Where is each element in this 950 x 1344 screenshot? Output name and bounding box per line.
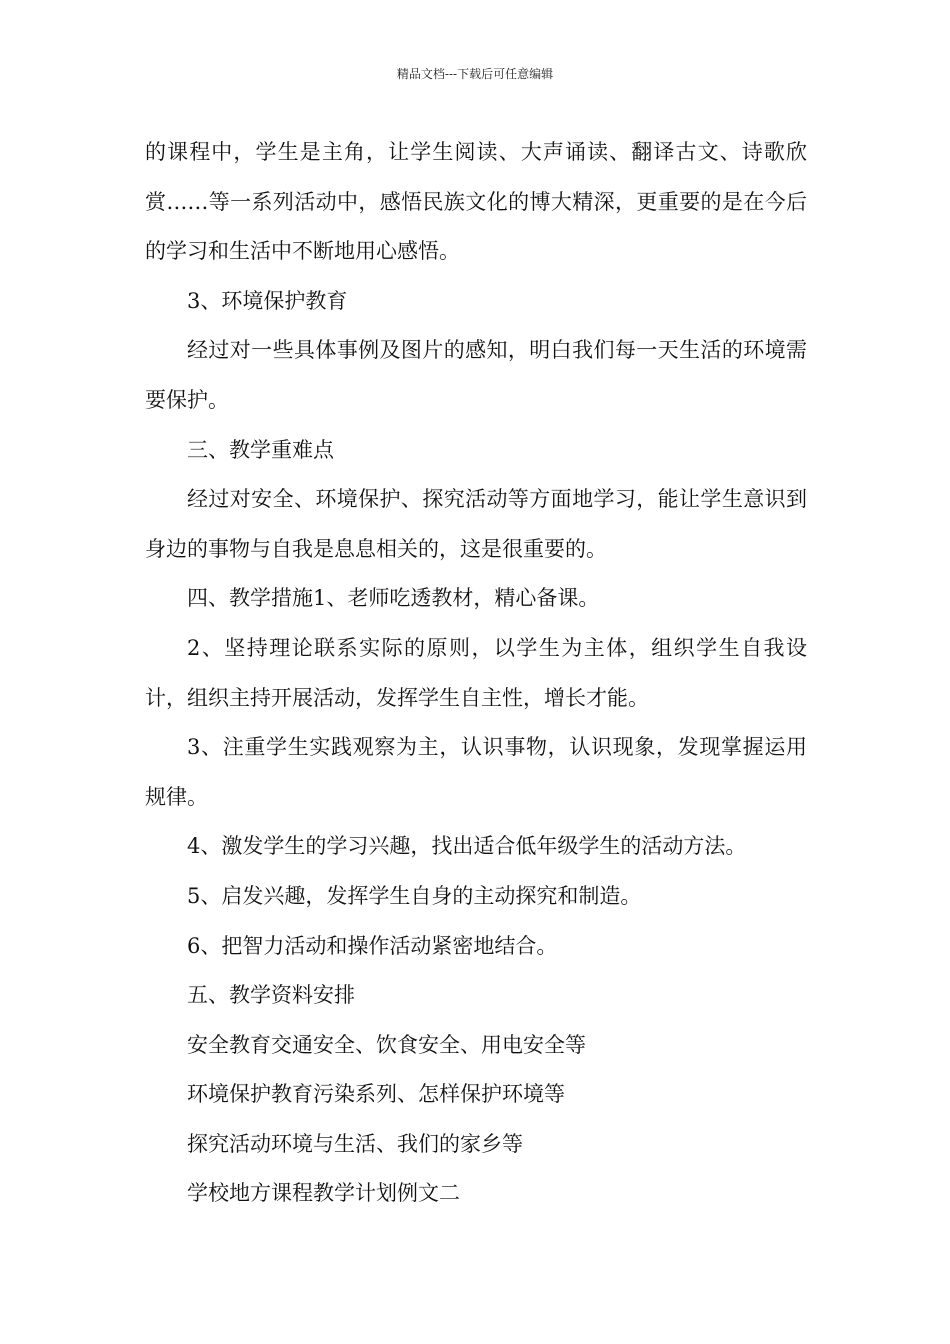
paragraph-8: 3、注重学生实践观察为主，认识事物，认识现象，发现掌握运用规律。 <box>145 735 807 809</box>
document-body <box>145 128 807 1219</box>
paragraph-2: 3、环境保护教育 <box>187 288 348 313</box>
paragraph-16: 学校地方课程教学计划例文二 <box>187 1181 460 1206</box>
paragraph-14: 环境保护教育污染系列、怎样保护环境等 <box>187 1082 565 1107</box>
paragraph-13: 安全教育交通安全、饮食安全、用电安全等 <box>187 1032 586 1057</box>
paragraph-9: 4、激发学生的学习兴趣，找出适合低年级学生的活动方法。 <box>187 834 747 859</box>
paragraph-4: 三、教学重难点 <box>187 437 334 462</box>
page-header: 精品文档---下载后可任意编辑 <box>396 67 554 81</box>
paragraph-15: 探究活动环境与生活、我们的家乡等 <box>187 1131 523 1156</box>
paragraph-11: 6、把智力活动和操作活动紧密地结合。 <box>187 933 558 958</box>
paragraph-12: 五、教学资料安排 <box>187 983 355 1008</box>
paragraph-7: 2、坚持理论联系实际的原则，以学生为主体，组织学生自我设计，组织主持开展活动，发挥学生自主性，增长才能。 <box>145 635 807 710</box>
paragraph-3: 经过对一些具体事例及图片的感知，明白我们每一天生活的环境需要保护。 <box>145 338 807 412</box>
paragraph-1: 的课程中，学生是主角，让学生阅读、大声诵读、翻译古文、诗歌欣赏……等一系列活动中，感悟民族文化的博大精深，更重要的是在今后的学习和生活中不断地用心感悟。 <box>145 140 807 264</box>
paragraph-6: 四、教学措施1、老师吃透教材，精心备课。 <box>187 586 600 611</box>
paragraph-10: 5、启发兴趣，发挥学生自身的主动探究和制造。 <box>187 883 642 908</box>
paragraph-5: 经过对安全、环境保护、探究活动等方面地学习，能让学生意识到身边的事物与自我是息息相关的，这是很重要的。 <box>145 487 807 561</box>
